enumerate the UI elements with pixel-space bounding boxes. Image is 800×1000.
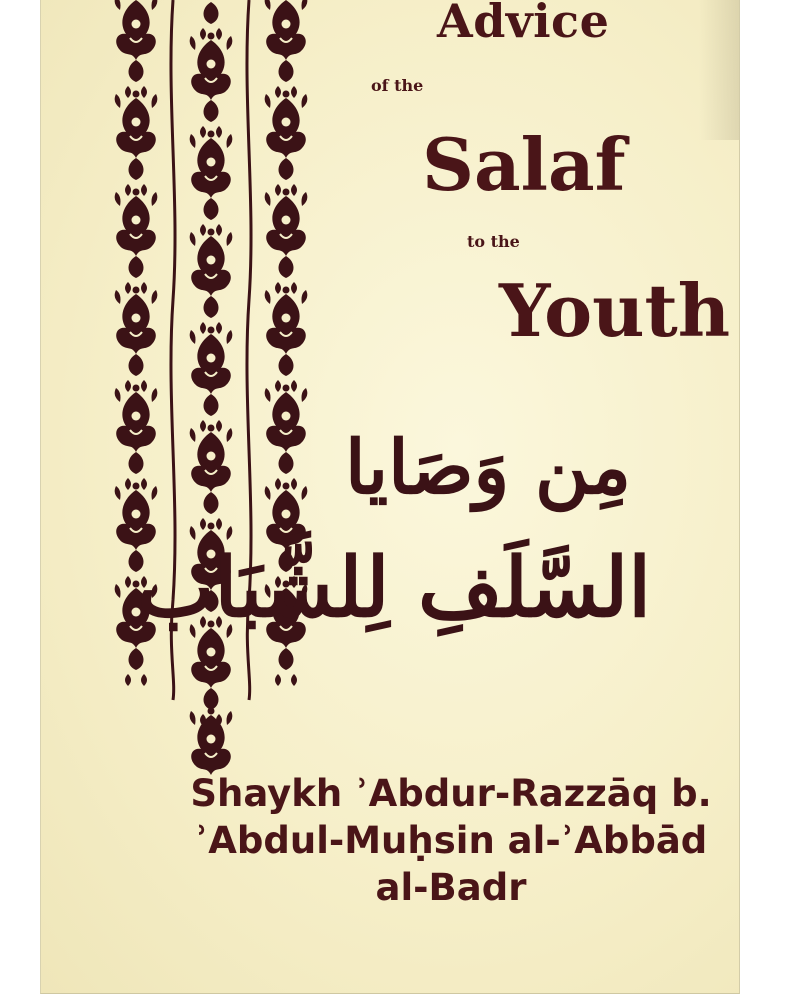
author-line1: Shaykh ʾAbdur-Razzāq b. [190,772,712,815]
title-youth: Youth [499,268,731,353]
author-name [151,770,740,911]
title-of-the: of the [371,76,424,95]
author-line2: ʾAbdul-Muḥsin al-ʾAbbād [194,819,708,862]
arabic-title-line2: السَّلَفِ لِلشَّبَاب [137,540,651,636]
title-to-the: to the [467,232,520,251]
title-salaf: Salaf [422,122,626,207]
author-line3: al-Badr [375,866,527,909]
ornament-column-center [190,2,233,775]
damask-ornament-border [96,0,326,785]
arabic-title-line1: مِن وَصَايا [345,425,631,511]
page-fold-shadow [699,0,739,140]
book-cover [40,0,740,994]
title-advice: Advice [437,0,610,48]
